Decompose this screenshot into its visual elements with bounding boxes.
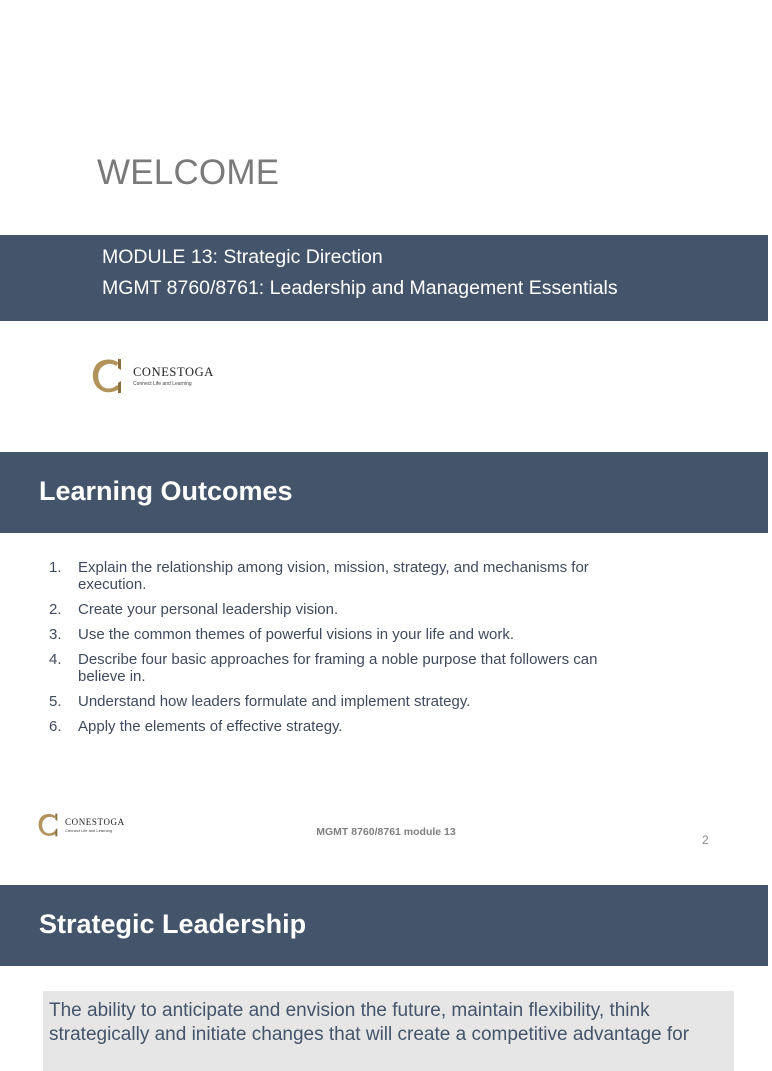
course-banner bbox=[0, 235, 768, 321]
list-item bbox=[40, 718, 640, 735]
item-text: Explain the relationship among vision, mission, strategy, and mechanisms for execution. bbox=[78, 559, 589, 593]
outcomes-list bbox=[40, 559, 640, 743]
item-number: 6. bbox=[49, 718, 62, 735]
course-title: MGMT 8760/8761: Leadership and Management Essentials bbox=[102, 277, 618, 299]
slide-divider bbox=[0, 867, 768, 885]
item-number: 3. bbox=[49, 626, 62, 643]
item-number: 5. bbox=[49, 693, 62, 710]
learning-outcomes-slide bbox=[0, 452, 768, 867]
item-text: Understand how leaders formulate and implement strategy. bbox=[78, 693, 471, 710]
conestoga-logo bbox=[89, 357, 214, 395]
slide-title: Strategic Leadership bbox=[39, 909, 307, 939]
slide-divider bbox=[0, 441, 768, 452]
item-text: Describe four basic approaches for framing a noble purpose that followers can believe in. bbox=[78, 651, 598, 685]
slide-footer: MGMT 8760/8761 module 13 bbox=[316, 826, 456, 838]
slide-header bbox=[0, 452, 768, 533]
definition-box bbox=[43, 991, 734, 1071]
strategic-leadership-slide bbox=[0, 885, 768, 1045]
slide-title: Learning Outcomes bbox=[39, 476, 293, 506]
logo-name: CONESTOGA bbox=[65, 817, 125, 827]
item-number: 1. bbox=[49, 559, 62, 576]
item-text: Apply the elements of effective strategy. bbox=[78, 718, 343, 735]
item-text: Use the common themes of powerful visions in your life and work. bbox=[78, 626, 515, 643]
definition-text: The ability to anticipate and envision the future, maintain flexibility, think strategically and initiate changes that will create a competitive advantage for bbox=[49, 1000, 690, 1045]
module-title: MODULE 13: Strategic Direction bbox=[102, 246, 383, 268]
list-item bbox=[40, 559, 640, 593]
logo-tagline: Connect Life and Learning bbox=[65, 828, 112, 833]
slide-header bbox=[0, 885, 768, 966]
list-item bbox=[40, 651, 640, 685]
logo-name: CONESTOGA bbox=[133, 365, 214, 379]
list-item bbox=[40, 601, 640, 618]
list-item bbox=[40, 626, 640, 643]
item-number: 2. bbox=[49, 601, 62, 618]
page-number: 2 bbox=[702, 833, 709, 847]
item-number: 4. bbox=[49, 651, 62, 668]
logo-tagline: Connect Life and Learning bbox=[133, 381, 192, 387]
title-slide bbox=[0, 0, 768, 441]
item-text: Create your personal leadership vision. bbox=[78, 601, 339, 618]
conestoga-c-icon bbox=[89, 357, 125, 395]
list-item bbox=[40, 693, 640, 710]
welcome-heading: WELCOME bbox=[97, 153, 280, 192]
